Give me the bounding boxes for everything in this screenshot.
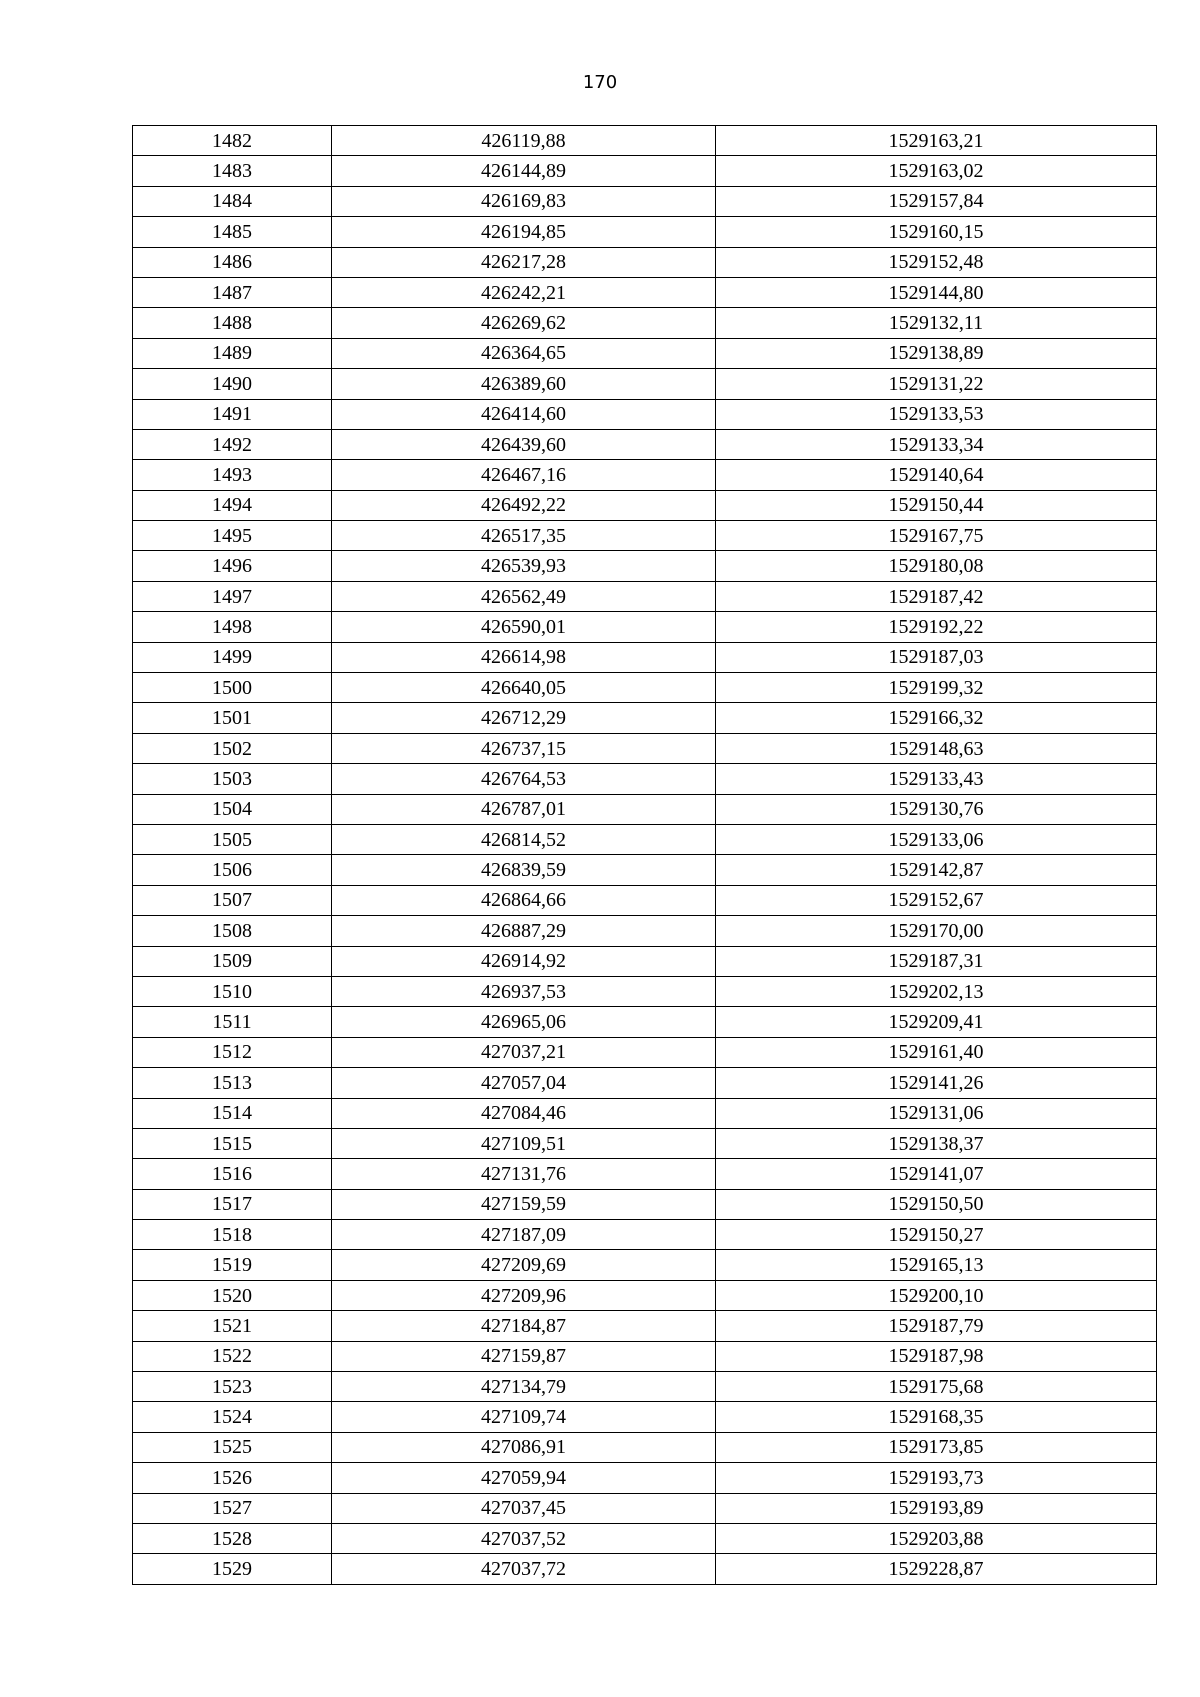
x-coordinate-cell: 426389,60 [332,369,716,399]
point-number-cell: 1491 [133,399,332,429]
table-row [133,1493,1157,1523]
point-number-cell: 1528 [133,1523,332,1553]
point-number-cell: 1513 [133,1068,332,1098]
table-row [133,1402,1157,1432]
point-number-cell: 1503 [133,764,332,794]
point-number-cell: 1521 [133,1311,332,1341]
point-number-cell: 1522 [133,1341,332,1371]
point-number-cell: 1501 [133,703,332,733]
x-coordinate-cell: 426640,05 [332,673,716,703]
point-number-cell: 1512 [133,1037,332,1067]
y-coordinate-cell: 1529152,67 [716,885,1157,915]
table-row [133,1128,1157,1158]
y-coordinate-cell: 1529132,11 [716,308,1157,338]
y-coordinate-cell: 1529148,63 [716,733,1157,763]
table-row [133,764,1157,794]
point-number-cell: 1509 [133,946,332,976]
x-coordinate-cell: 426839,59 [332,855,716,885]
point-number-cell: 1490 [133,369,332,399]
point-number-cell: 1494 [133,490,332,520]
table-row [133,1159,1157,1189]
x-coordinate-cell: 427037,52 [332,1523,716,1553]
point-number-cell: 1489 [133,338,332,368]
x-coordinate-cell: 426914,92 [332,946,716,976]
y-coordinate-cell: 1529157,84 [716,186,1157,216]
y-coordinate-cell: 1529140,64 [716,460,1157,490]
table-row [133,612,1157,642]
table-row [133,217,1157,247]
table-row [133,186,1157,216]
x-coordinate-cell: 426242,21 [332,277,716,307]
table-row [133,1037,1157,1067]
point-number-cell: 1499 [133,642,332,672]
x-coordinate-cell: 427209,96 [332,1280,716,1310]
y-coordinate-cell: 1529192,22 [716,612,1157,642]
x-coordinate-cell: 426119,88 [332,126,716,156]
coordinates-table [132,125,1157,1585]
x-coordinate-cell: 426492,22 [332,490,716,520]
table-row [133,703,1157,733]
table-row [133,429,1157,459]
x-coordinate-cell: 426787,01 [332,794,716,824]
point-number-cell: 1525 [133,1432,332,1462]
x-coordinate-cell: 426467,16 [332,460,716,490]
table-row [133,1280,1157,1310]
x-coordinate-cell: 426562,49 [332,581,716,611]
point-number-cell: 1497 [133,581,332,611]
table-row [133,1098,1157,1128]
table-row [133,855,1157,885]
point-number-cell: 1488 [133,308,332,338]
table-row [133,369,1157,399]
table-row [133,885,1157,915]
x-coordinate-cell: 426194,85 [332,217,716,247]
table-row [133,1463,1157,1493]
y-coordinate-cell: 1529133,53 [716,399,1157,429]
y-coordinate-cell: 1529152,48 [716,247,1157,277]
point-number-cell: 1516 [133,1159,332,1189]
table-row [133,1189,1157,1219]
x-coordinate-cell: 426887,29 [332,916,716,946]
y-coordinate-cell: 1529133,43 [716,764,1157,794]
y-coordinate-cell: 1529187,42 [716,581,1157,611]
y-coordinate-cell: 1529163,02 [716,156,1157,186]
y-coordinate-cell: 1529187,79 [716,1311,1157,1341]
table-row [133,1311,1157,1341]
x-coordinate-cell: 427037,21 [332,1037,716,1067]
x-coordinate-cell: 427109,51 [332,1128,716,1158]
table-row [133,1554,1157,1584]
x-coordinate-cell: 427084,46 [332,1098,716,1128]
x-coordinate-cell: 427109,74 [332,1402,716,1432]
table-row [133,551,1157,581]
table-row [133,126,1157,156]
table-row [133,976,1157,1006]
x-coordinate-cell: 426144,89 [332,156,716,186]
point-number-cell: 1506 [133,855,332,885]
y-coordinate-cell: 1529170,00 [716,916,1157,946]
table-row [133,247,1157,277]
point-number-cell: 1495 [133,521,332,551]
y-coordinate-cell: 1529199,32 [716,673,1157,703]
point-number-cell: 1514 [133,1098,332,1128]
y-coordinate-cell: 1529150,27 [716,1220,1157,1250]
y-coordinate-cell: 1529187,03 [716,642,1157,672]
y-coordinate-cell: 1529167,75 [716,521,1157,551]
point-number-cell: 1485 [133,217,332,247]
x-coordinate-cell: 426937,53 [332,976,716,1006]
point-number-cell: 1508 [133,916,332,946]
x-coordinate-cell: 426764,53 [332,764,716,794]
point-number-cell: 1519 [133,1250,332,1280]
point-number-cell: 1520 [133,1280,332,1310]
point-number-cell: 1486 [133,247,332,277]
y-coordinate-cell: 1529209,41 [716,1007,1157,1037]
x-coordinate-cell: 426814,52 [332,824,716,854]
y-coordinate-cell: 1529168,35 [716,1402,1157,1432]
x-coordinate-cell: 426217,28 [332,247,716,277]
table-row [133,1523,1157,1553]
point-number-cell: 1505 [133,824,332,854]
point-number-cell: 1487 [133,277,332,307]
x-coordinate-cell: 426364,65 [332,338,716,368]
point-number-cell: 1484 [133,186,332,216]
table-row [133,399,1157,429]
table-row [133,916,1157,946]
x-coordinate-cell: 426712,29 [332,703,716,733]
x-coordinate-cell: 426517,35 [332,521,716,551]
table-row [133,673,1157,703]
y-coordinate-cell: 1529161,40 [716,1037,1157,1067]
y-coordinate-cell: 1529173,85 [716,1432,1157,1462]
table-row [133,824,1157,854]
page-number: 170 [582,72,618,93]
x-coordinate-cell: 427159,87 [332,1341,716,1371]
y-coordinate-cell: 1529144,80 [716,277,1157,307]
x-coordinate-cell: 426169,83 [332,186,716,216]
table-row [133,1432,1157,1462]
y-coordinate-cell: 1529193,73 [716,1463,1157,1493]
point-number-cell: 1482 [133,126,332,156]
y-coordinate-cell: 1529133,34 [716,429,1157,459]
table-row [133,1220,1157,1250]
point-number-cell: 1529 [133,1554,332,1584]
table-row [133,1250,1157,1280]
y-coordinate-cell: 1529130,76 [716,794,1157,824]
point-number-cell: 1518 [133,1220,332,1250]
point-number-cell: 1517 [133,1189,332,1219]
point-number-cell: 1507 [133,885,332,915]
x-coordinate-cell: 426414,60 [332,399,716,429]
table-row [133,490,1157,520]
x-coordinate-cell: 426439,60 [332,429,716,459]
y-coordinate-cell: 1529200,10 [716,1280,1157,1310]
x-coordinate-cell: 427209,69 [332,1250,716,1280]
point-number-cell: 1515 [133,1128,332,1158]
x-coordinate-cell: 427187,09 [332,1220,716,1250]
x-coordinate-cell: 427134,79 [332,1372,716,1402]
y-coordinate-cell: 1529131,06 [716,1098,1157,1128]
table-row [133,1372,1157,1402]
y-coordinate-cell: 1529141,07 [716,1159,1157,1189]
y-coordinate-cell: 1529141,26 [716,1068,1157,1098]
x-coordinate-cell: 427086,91 [332,1432,716,1462]
table-row [133,794,1157,824]
table-row [133,581,1157,611]
y-coordinate-cell: 1529166,32 [716,703,1157,733]
y-coordinate-cell: 1529203,88 [716,1523,1157,1553]
table-row [133,946,1157,976]
point-number-cell: 1510 [133,976,332,1006]
table-row [133,1007,1157,1037]
point-number-cell: 1523 [133,1372,332,1402]
table-row [133,1341,1157,1371]
y-coordinate-cell: 1529202,13 [716,976,1157,1006]
y-coordinate-cell: 1529193,89 [716,1493,1157,1523]
point-number-cell: 1492 [133,429,332,459]
x-coordinate-cell: 427037,45 [332,1493,716,1523]
y-coordinate-cell: 1529163,21 [716,126,1157,156]
y-coordinate-cell: 1529160,15 [716,217,1157,247]
point-number-cell: 1498 [133,612,332,642]
point-number-cell: 1526 [133,1463,332,1493]
x-coordinate-cell: 427131,76 [332,1159,716,1189]
table-row [133,338,1157,368]
y-coordinate-cell: 1529133,06 [716,824,1157,854]
x-coordinate-cell: 426614,98 [332,642,716,672]
y-coordinate-cell: 1529131,22 [716,369,1157,399]
point-number-cell: 1483 [133,156,332,186]
table-row [133,521,1157,551]
table-row [133,642,1157,672]
y-coordinate-cell: 1529150,50 [716,1189,1157,1219]
y-coordinate-cell: 1529138,37 [716,1128,1157,1158]
point-number-cell: 1511 [133,1007,332,1037]
y-coordinate-cell: 1529150,44 [716,490,1157,520]
table-row [133,1068,1157,1098]
y-coordinate-cell: 1529228,87 [716,1554,1157,1584]
x-coordinate-cell: 426539,93 [332,551,716,581]
y-coordinate-cell: 1529175,68 [716,1372,1157,1402]
table-row [133,277,1157,307]
point-number-cell: 1504 [133,794,332,824]
table-row [133,308,1157,338]
y-coordinate-cell: 1529138,89 [716,338,1157,368]
table-row [133,156,1157,186]
x-coordinate-cell: 427184,87 [332,1311,716,1341]
x-coordinate-cell: 426864,66 [332,885,716,915]
y-coordinate-cell: 1529142,87 [716,855,1157,885]
y-coordinate-cell: 1529187,31 [716,946,1157,976]
x-coordinate-cell: 427037,72 [332,1554,716,1584]
x-coordinate-cell: 426590,01 [332,612,716,642]
table-row [133,460,1157,490]
x-coordinate-cell: 426737,15 [332,733,716,763]
y-coordinate-cell: 1529165,13 [716,1250,1157,1280]
x-coordinate-cell: 426269,62 [332,308,716,338]
y-coordinate-cell: 1529180,08 [716,551,1157,581]
y-coordinate-cell: 1529187,98 [716,1341,1157,1371]
x-coordinate-cell: 427059,94 [332,1463,716,1493]
point-number-cell: 1527 [133,1493,332,1523]
x-coordinate-cell: 427057,04 [332,1068,716,1098]
point-number-cell: 1524 [133,1402,332,1432]
point-number-cell: 1496 [133,551,332,581]
point-number-cell: 1502 [133,733,332,763]
x-coordinate-cell: 427159,59 [332,1189,716,1219]
x-coordinate-cell: 426965,06 [332,1007,716,1037]
point-number-cell: 1500 [133,673,332,703]
table-row [133,733,1157,763]
point-number-cell: 1493 [133,460,332,490]
coordinates-table-body [133,126,1157,1585]
